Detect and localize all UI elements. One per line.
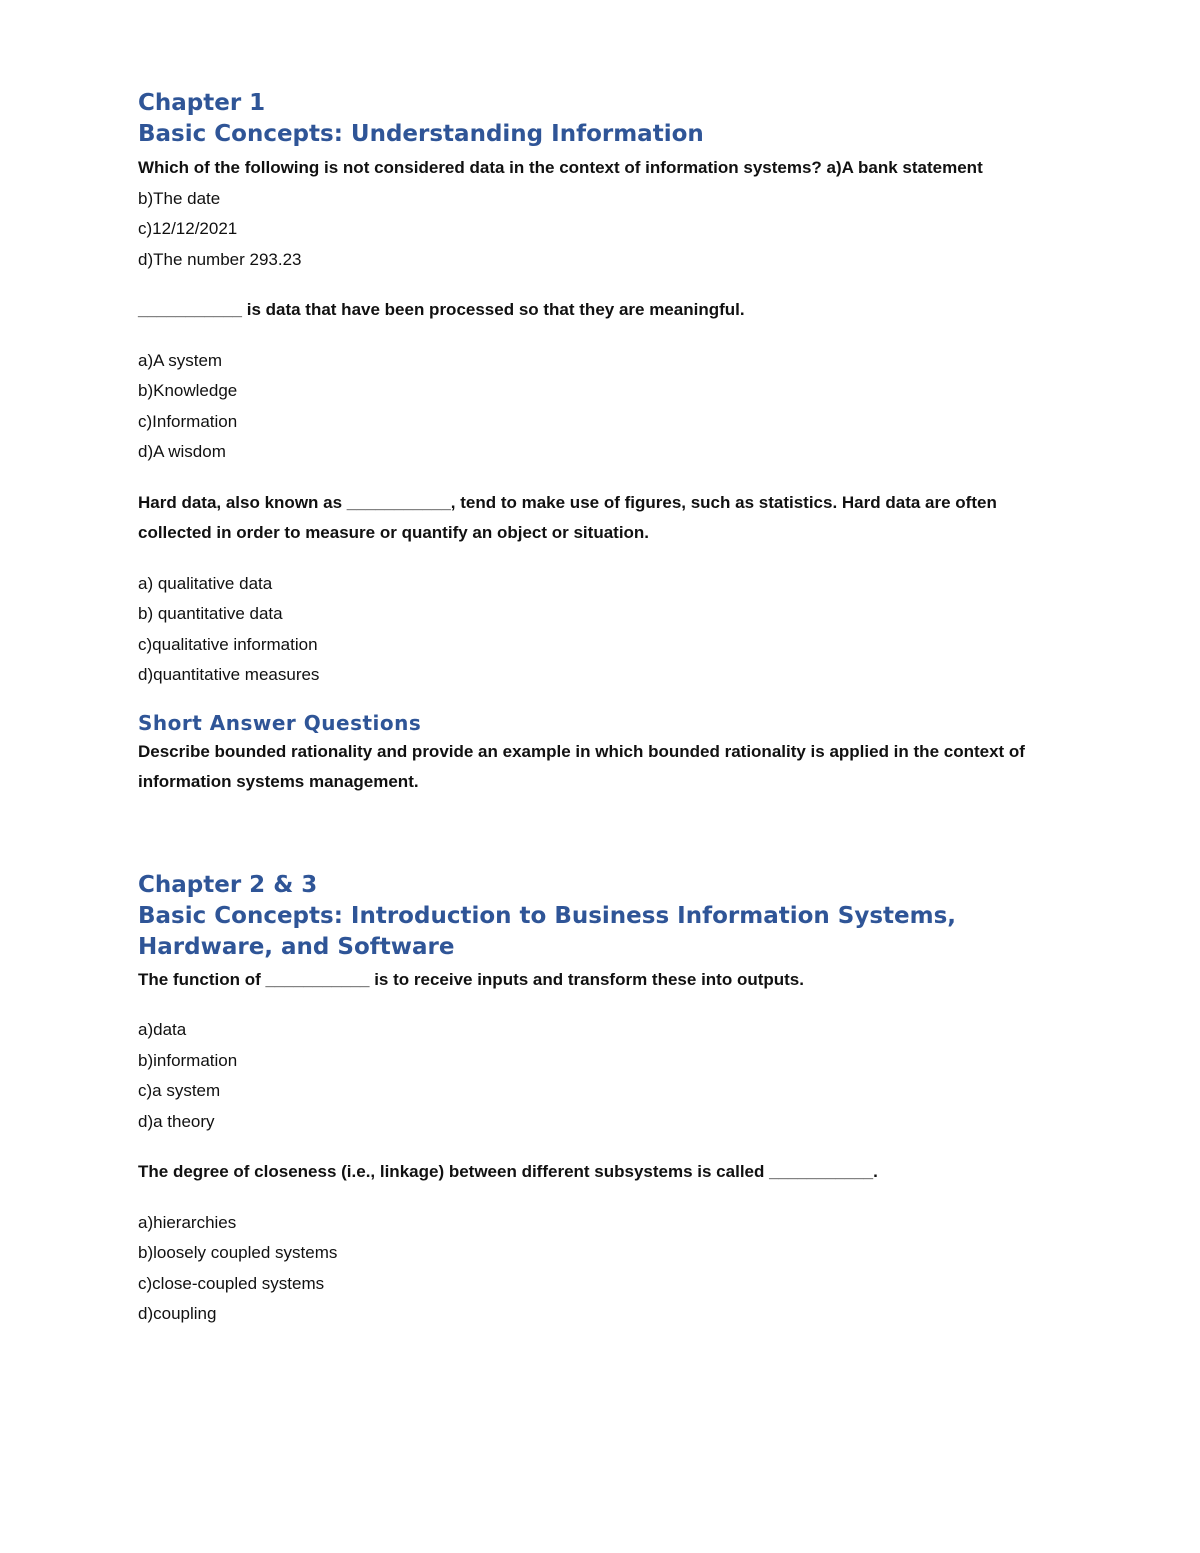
short-answer-heading: Short Answer Questions: [138, 710, 422, 735]
question-1-1: Which of the following is not considered data in the context of information systems? a)A bank statement: [138, 158, 983, 177]
option-item: c)12/12/2021: [138, 219, 238, 238]
chapter-2-subtitle: Basic Concepts: Introduction to Business Information Systems, Hardware, and Software: [138, 902, 957, 960]
option-item: b)information: [138, 1050, 238, 1070]
option-item: b) quantitative data: [138, 604, 283, 623]
chapter-1-title: Chapter 1: [138, 90, 266, 116]
question-1-3: Hard data, also known as ___________, tend to make use of figures, such as statistics. Hard data are often collected in order to measure or quantify an object or situation.: [138, 492, 997, 542]
option-item: c)close-coupled systems: [138, 1273, 325, 1293]
question-1-3-options: [138, 569, 1058, 691]
short-answer-question: Describe bounded rationality and provide an example in which bounded rationality is applied in the context of information systems management.: [138, 741, 1025, 791]
option-item: d)A wisdom: [138, 442, 226, 461]
option-item: c)qualitative information: [138, 634, 318, 654]
document-page: [138, 88, 1058, 1330]
question-1-2-options: [138, 346, 1058, 468]
question-2-2-options: [138, 1208, 1058, 1330]
option-item: d)coupling: [138, 1304, 217, 1323]
question-2-2: The degree of closeness (i.e., linkage) between different subsystems is called ___________.: [138, 1162, 878, 1181]
option-item: a)A system: [138, 350, 223, 370]
chapter-2-title: Chapter 2 & 3: [138, 871, 318, 898]
option-item: d)quantitative measures: [138, 665, 320, 684]
option-item: b)The date: [138, 188, 221, 208]
question-1-1-options: [138, 184, 1058, 276]
option-item: a)hierarchies: [138, 1212, 237, 1232]
option-item: b)Knowledge: [138, 381, 238, 400]
option-item: d)The number 293.23: [138, 249, 302, 269]
chapter-1-subtitle: Basic Concepts: Understanding Information: [138, 121, 704, 147]
question-2-1-options: [138, 1015, 1058, 1137]
option-item: c)a system: [138, 1081, 221, 1100]
question-2-1: The function of ___________ is to receive inputs and transform these into outputs.: [138, 969, 804, 989]
option-item: a)data: [138, 1020, 187, 1039]
option-item: b)loosely coupled systems: [138, 1243, 338, 1262]
option-item: a) qualitative data: [138, 573, 273, 593]
question-1-2: ___________ is data that have been processed so that they are meaningful.: [138, 300, 745, 319]
option-item: d)a theory: [138, 1111, 215, 1131]
option-item: c)Information: [138, 411, 238, 431]
